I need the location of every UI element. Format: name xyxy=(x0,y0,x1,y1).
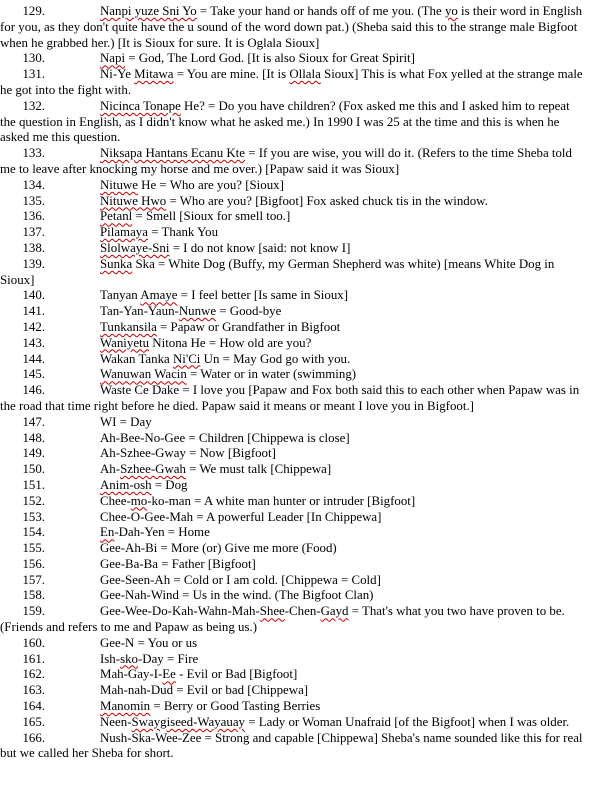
entry-text-segment: = Who are you? [Bigfoot] Fox asked chuck tis in the window. xyxy=(166,193,488,208)
entry-text xyxy=(0,462,586,478)
glossary-entry xyxy=(22,193,586,210)
glossary-entry xyxy=(22,304,586,320)
entry-number: 134. xyxy=(22,177,45,192)
glossary-entry xyxy=(22,683,586,699)
entry-number: 140. xyxy=(22,288,45,303)
entry-text xyxy=(0,383,586,415)
glossary-entry xyxy=(22,651,586,668)
entry-number: 144. xyxy=(22,351,45,366)
glossary-entry xyxy=(22,509,586,526)
entry-text xyxy=(0,557,586,573)
entry-text xyxy=(0,604,586,636)
entry-number: 135. xyxy=(22,193,45,208)
spellcheck-flagged-word: En xyxy=(100,525,115,540)
entry-text-segment: = Papaw or Grandfather in Bigfoot xyxy=(156,319,341,334)
glossary-entry xyxy=(0,383,586,415)
entry-text-segment: Ni-Ye xyxy=(100,67,135,82)
entry-text xyxy=(0,667,586,683)
spellcheck-flagged-word: Ee xyxy=(162,667,176,682)
entry-text xyxy=(0,4,586,51)
entry-text-segment: Gee-Ah-Bi = More (or) Give me more (Food) xyxy=(100,541,337,556)
entry-text-segment: Ah- xyxy=(100,462,121,477)
entry-text xyxy=(0,146,586,178)
entry-text-segment: = God, The Lord God. [It is also Sioux for Great Spirit] xyxy=(125,51,415,66)
entry-number: 129. xyxy=(22,4,45,18)
glossary-entry xyxy=(22,588,586,604)
entry-text-segment: = You are mine. [It is xyxy=(173,67,290,82)
entry-number: 161. xyxy=(22,651,45,666)
entry-text xyxy=(0,652,586,668)
glossary-entry xyxy=(22,351,586,368)
entry-number: 131. xyxy=(22,67,45,82)
entry-number: 156. xyxy=(22,556,45,571)
glossary-entry xyxy=(22,493,586,510)
entry-text-segment: = I feel better [Is same in Sioux] xyxy=(177,288,348,303)
glossary-entry xyxy=(22,556,586,573)
entry-number: 152. xyxy=(22,493,45,508)
entry-text-segment: Waste Ce Dake = I love you [Papaw and Fox both said this to each other when Papaw was in the road that time right before he died. Papaw said it means or meant I love you in Bigfoot.] xyxy=(0,383,580,413)
entry-number: 158. xyxy=(22,588,45,603)
entry-text-segment: WI = Day xyxy=(100,414,152,429)
entry-text-segment: -Chen- xyxy=(284,604,321,619)
entry-text-segment: Un = May God go with you. xyxy=(200,351,351,366)
glossary-entry xyxy=(22,714,586,731)
entry-text xyxy=(0,683,586,699)
entry-text-segment: -Day = Fire xyxy=(137,651,199,666)
entry-text xyxy=(0,51,586,67)
spellcheck-flagged-word: Wanuwan Wacin xyxy=(100,367,187,382)
entry-text-segment: Chee- xyxy=(100,493,131,508)
entry-text-segment: Ska = White Dog (Buffy, my German Shepherd was white) [means White Dog in Sioux] xyxy=(0,256,555,287)
spellcheck-flagged-word: Nicinca Tonape xyxy=(100,98,181,113)
spellcheck-flagged-word: Sunka xyxy=(100,256,133,271)
spellcheck-flagged-word: Slolwaye-Sni xyxy=(100,240,170,255)
entry-text-segment: is their word in English for you, as they don't quite have the u sound of the word down pat.) (Sheba said this to the strange male Bigfoot when he grabbed her.) [It is Sioux for sure. It is Oglala Sioux] xyxy=(0,4,583,50)
entry-number: 160. xyxy=(22,635,45,650)
glossary-entry xyxy=(22,525,586,541)
entry-text-segment: Mah-nah-Dud = Evil or bad [Chippewa] xyxy=(100,683,309,698)
entry-text-segment: = I do not know [said: not know I] xyxy=(169,240,351,255)
entry-text xyxy=(0,525,586,541)
spellcheck-flagged-word: Anim-osh xyxy=(100,477,152,492)
entry-text-segment: Gee-Wee-Do-Kah-Wahn-Mah- xyxy=(100,604,260,619)
spellcheck-flagged-word: Manomin xyxy=(100,699,151,714)
entry-text xyxy=(0,225,586,241)
glossary-entry xyxy=(0,730,586,763)
glossary-entry xyxy=(0,98,586,146)
glossary-entry xyxy=(0,146,586,178)
entry-number: 159. xyxy=(22,604,45,619)
entry-number: 165. xyxy=(22,714,45,729)
spellcheck-flagged-word: Gayd xyxy=(320,604,349,619)
entry-text-segment: Ah-Szhee-Gway = Now [Bigfoot] xyxy=(100,446,276,461)
entry-number: 148. xyxy=(22,430,45,445)
entry-text-segment: = Smell [Sioux for smell too.] xyxy=(132,209,291,224)
glossary-entry xyxy=(22,225,586,241)
spellcheck-flagged-word: Petanl xyxy=(100,209,133,224)
spellcheck-flagged-word: mo xyxy=(130,493,148,508)
entry-text xyxy=(0,304,586,320)
entry-text-segment: Nitona He = How old are you? xyxy=(149,335,312,350)
entry-number: 137. xyxy=(22,225,45,240)
entry-number: 133. xyxy=(22,146,45,161)
glossary-entry xyxy=(22,414,586,431)
entry-text xyxy=(0,588,586,604)
entry-text-segment: - Evil or Bad [Bigfoot] xyxy=(175,667,298,682)
spellcheck-flagged-word: Pilamaya xyxy=(100,225,148,240)
entry-text xyxy=(0,288,586,304)
glossary-entry xyxy=(22,335,586,352)
spellcheck-flagged-word: Amaye xyxy=(140,288,178,303)
entry-text xyxy=(0,699,586,715)
entry-text xyxy=(0,415,586,431)
spellcheck-flagged-word: Szhee-Gwah xyxy=(120,462,186,477)
entry-text-segment: Mah-Gay-I- xyxy=(100,667,163,682)
entry-number: 153. xyxy=(22,509,45,524)
entry-text-segment: Neen- xyxy=(100,714,132,729)
entry-text xyxy=(0,715,586,731)
entry-text-segment: Ah-Bee-No-Gee = Children [Chippewa is close] xyxy=(100,430,350,445)
entry-text xyxy=(0,241,586,257)
spellcheck-flagged-word: Nituwe xyxy=(100,177,138,192)
entry-text xyxy=(0,510,586,526)
entry-text xyxy=(0,320,586,336)
glossary-entry xyxy=(22,177,586,194)
entry-number: 146. xyxy=(22,383,45,398)
spellcheck-flagged-word: Ni'Ci xyxy=(173,351,201,366)
entry-text-segment: Gee-Ba-Ba = Father [Bigfoot] xyxy=(100,556,256,571)
entry-text xyxy=(0,209,586,225)
glossary-entry xyxy=(22,240,586,257)
entry-text-segment: = Dog xyxy=(151,477,188,492)
entry-text xyxy=(0,636,586,652)
entry-text-segment: Gee-Seen-Ah = Cold or I am cold. [Chippewa = Cold] xyxy=(100,572,381,587)
entry-text xyxy=(0,541,586,557)
entry-text-segment: = That's what you two have proven to be. (Friends and refers to me and Papaw as being us.) xyxy=(0,604,565,635)
entry-text xyxy=(0,731,586,763)
entry-number: 142. xyxy=(22,319,45,334)
entry-number: 149. xyxy=(22,446,45,461)
entry-text-segment: Sioux] This is what Fox yelled at the strange male he got into the fight with. xyxy=(0,67,583,97)
entry-text-segment: = Good-bye xyxy=(216,304,282,319)
entry-text xyxy=(0,257,586,289)
spellcheck-flagged-word: Swaygiseed-Wayauay xyxy=(131,714,246,729)
entry-number: 139. xyxy=(22,256,45,271)
entry-text-segment: Tanyan xyxy=(100,288,141,303)
entry-number: 163. xyxy=(22,683,45,698)
glossary-entry xyxy=(22,51,586,67)
entry-text xyxy=(0,67,586,99)
entry-number: 147. xyxy=(22,414,45,429)
entry-text-segment: He? = Do you have children? (Fox asked me this and I asked him to repeat the question in English, as I didn't know what he asked me.) In 1990 I was 25 at the time and this is when he asked me this question. xyxy=(0,98,570,145)
glossary-entry xyxy=(0,4,586,51)
glossary-entry xyxy=(22,635,586,652)
entry-text-segment: -ko-man = A white man hunter or intruder [Bigfoot] xyxy=(147,493,416,508)
entry-text xyxy=(0,367,586,383)
spellcheck-flagged-word: Waniyetu xyxy=(100,335,150,350)
entry-text-segment: = Water or in water (swimming) xyxy=(186,367,357,382)
entry-number: 150. xyxy=(22,462,45,477)
glossary-entry xyxy=(22,541,586,557)
glossary-entry xyxy=(0,67,586,99)
entry-text-segment: = We must talk [Chippewa] xyxy=(185,462,332,477)
spellcheck-flagged-word: Napi xyxy=(100,51,126,66)
entry-number: 141. xyxy=(22,304,45,319)
entry-number: 130. xyxy=(22,51,45,66)
entry-text xyxy=(0,573,586,589)
entry-text-segment: = If you are wise, you will do it. (Refers to the time Sheba told me to leave after knocking my horse and me over.) [Papaw said it was Sioux] xyxy=(0,146,572,176)
spellcheck-flagged-word: yo xyxy=(444,4,458,18)
glossary-entry xyxy=(22,477,586,494)
entry-text-segment: -Dah-Yen = Home xyxy=(114,525,210,540)
entry-number: 166. xyxy=(22,730,45,745)
spellcheck-flagged-word: Mitawa xyxy=(134,67,174,82)
glossary-entry xyxy=(22,288,586,304)
entry-number: 136. xyxy=(22,209,45,224)
entry-text xyxy=(0,431,586,447)
spellcheck-flagged-word: Tunkansila xyxy=(100,319,157,334)
glossary-entry xyxy=(22,430,586,447)
entry-text-segment: Chee-O-Gee-Mah = A powerful Leader [In Chippewa] xyxy=(100,509,382,524)
entry-text-segment: Gee-N = You or us xyxy=(100,635,198,650)
entry-text xyxy=(0,178,586,194)
entry-number: 145. xyxy=(22,367,45,382)
spellcheck-flagged-word: Nanpi yuze Sni Yo xyxy=(100,4,197,18)
glossary-entry xyxy=(22,319,586,336)
entry-text-segment: Tan-Yan-Yaun- xyxy=(100,304,179,319)
glossary-entry xyxy=(22,446,586,462)
entry-text-segment: He = Who are you? [Sioux] xyxy=(137,177,284,192)
spellcheck-flagged-word: Niksapa Hantans Ecanu Kte xyxy=(100,146,245,161)
entry-text xyxy=(0,478,586,494)
entry-text xyxy=(0,494,586,510)
glossary-entry xyxy=(22,462,586,478)
entry-text xyxy=(0,446,586,462)
entry-text-segment: = Thank You xyxy=(147,225,219,240)
spellcheck-flagged-word: Shee xyxy=(259,604,285,619)
entry-number: 138. xyxy=(22,240,45,255)
entry-text-segment: Nush-Ska-Wee-Zee = Strong and capable [Chippewa] Sheba's name sounded like this for real but we called her Sheba for short. xyxy=(0,730,583,761)
entry-number: 143. xyxy=(22,335,45,350)
spellcheck-flagged-word: Nunwe xyxy=(178,304,217,319)
glossary-entry xyxy=(22,572,586,589)
entry-number: 162. xyxy=(22,667,45,682)
entry-number: 164. xyxy=(22,699,45,714)
entry-text-segment: Wakan Tanka xyxy=(100,351,173,366)
entry-text xyxy=(0,352,586,368)
entry-number: 157. xyxy=(22,572,45,587)
entry-number: 132. xyxy=(22,98,45,113)
entry-number: 151. xyxy=(22,477,45,492)
entry-text-segment: Ish- xyxy=(100,651,121,666)
glossary-entry xyxy=(22,699,586,715)
entry-text xyxy=(0,336,586,352)
glossary-entry xyxy=(22,367,586,383)
spellcheck-flagged-word: sko xyxy=(120,651,138,666)
glossary-entry xyxy=(22,209,586,225)
glossary-entry xyxy=(0,604,586,636)
entry-number: 154. xyxy=(22,525,45,540)
spellcheck-flagged-word: Ollala xyxy=(289,67,321,82)
entry-text xyxy=(0,194,586,210)
entry-text-segment: = Take your hand or hands off of me you. (The xyxy=(196,4,445,18)
entry-text-segment: Gee-Nah-Wind = Us in the wind. (The Bigfoot Clan) xyxy=(100,588,374,603)
entry-text-segment: = Lady or Woman Unafraid [of the Bigfoot] when I was older. xyxy=(245,714,570,729)
spellcheck-flagged-word: Nituwe Hwo xyxy=(100,193,167,208)
glossary-entry xyxy=(0,256,586,289)
entry-text xyxy=(0,99,586,146)
entry-number: 155. xyxy=(22,541,45,556)
entry-text-segment: = Berry or Good Tasting Berries xyxy=(150,699,321,714)
glossary-entry xyxy=(22,667,586,683)
